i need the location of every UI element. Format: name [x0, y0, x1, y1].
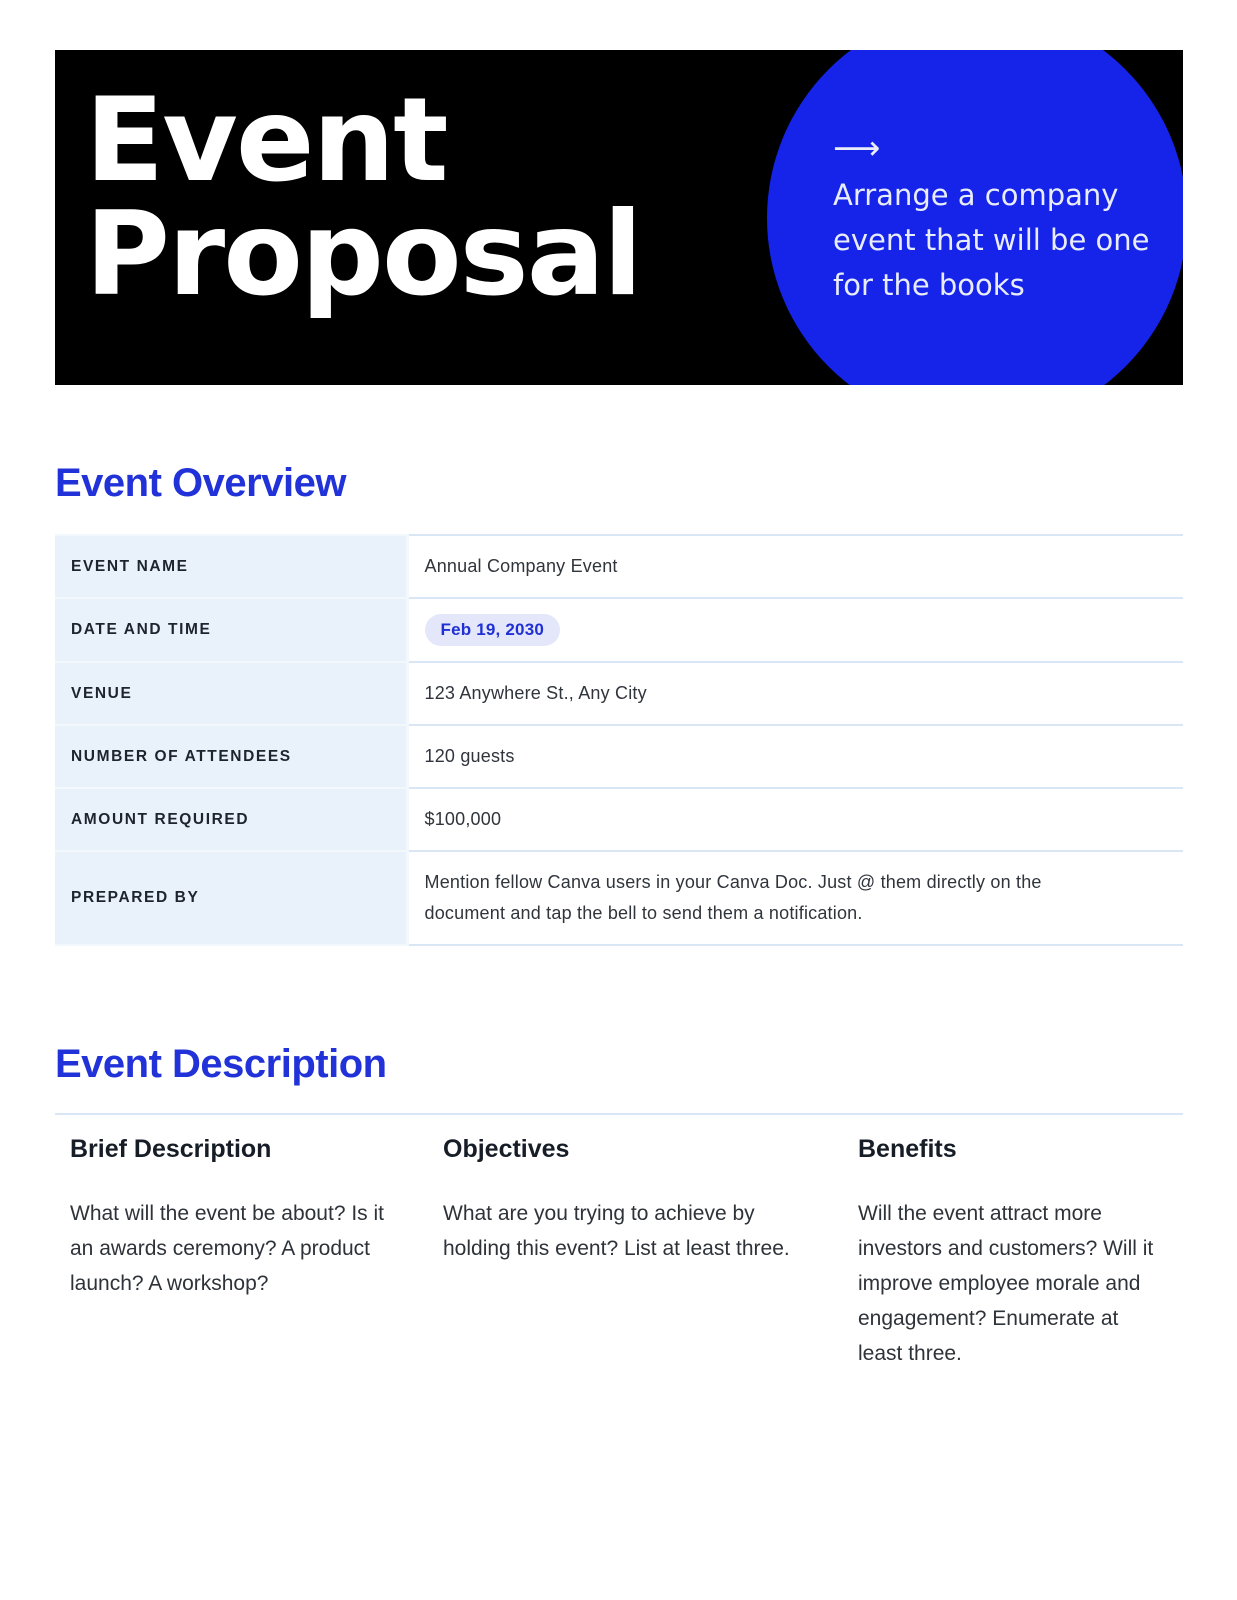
row-label: AMOUNT REQUIRED — [55, 788, 407, 851]
page-content — [55, 385, 1183, 1371]
column-body: What are you trying to achieve by holding this event? List at least three. — [443, 1202, 790, 1260]
row-value-text: Mention fellow Canva users in your Canva Doc. Just @ them directly on the document and tap the bell to send them a notification. — [424, 872, 1042, 923]
banner-title-line2: Proposal — [85, 187, 641, 322]
table-row — [55, 788, 1183, 851]
row-value — [407, 598, 1183, 662]
section-overview — [55, 459, 1183, 946]
overview-table-body — [55, 535, 1183, 945]
table-row — [55, 725, 1183, 788]
column-body: What will the event be about? Is it an awards ceremony? A product launch? A workshop? — [70, 1202, 385, 1295]
row-value — [407, 662, 1183, 725]
row-value-text: Annual Company Event — [424, 556, 618, 576]
banner-title — [85, 73, 641, 322]
row-value — [407, 725, 1183, 788]
banner — [55, 50, 1183, 385]
banner-tagline: Arrange a company event that will be one for the books — [833, 178, 1150, 302]
circle-badge — [767, 50, 1183, 385]
row-label: NUMBER OF ATTENDEES — [55, 725, 407, 788]
row-value — [407, 851, 1183, 945]
table-row — [55, 662, 1183, 725]
table-row — [55, 535, 1183, 598]
overview-heading: Event Overview — [55, 461, 346, 505]
table-row — [55, 851, 1183, 945]
circle-content — [833, 130, 1155, 308]
table-row — [55, 598, 1183, 662]
row-value — [407, 788, 1183, 851]
overview-table — [55, 534, 1183, 946]
column-title: Objectives — [443, 1135, 570, 1163]
section-description — [55, 1040, 1183, 1371]
row-value-text: 123 Anywhere St., Any City — [424, 683, 647, 703]
description-columns — [55, 1133, 1183, 1371]
date-pill[interactable]: Feb 19, 2030 — [425, 614, 561, 646]
column-title: Benefits — [858, 1135, 957, 1163]
section-divider — [55, 1113, 1183, 1115]
column-body: Will the event attract more investors and customers? Will it improve employee morale and engagement? Enumerate at least three. — [858, 1202, 1154, 1365]
row-label: PREPARED BY — [55, 851, 407, 945]
row-label: VENUE — [55, 662, 407, 725]
description-column — [858, 1133, 1168, 1371]
row-value-text: 120 guests — [424, 746, 515, 766]
row-label: EVENT NAME — [55, 535, 407, 598]
row-label: DATE AND TIME — [55, 598, 407, 662]
column-title: Brief Description — [70, 1135, 272, 1163]
description-heading: Event Description — [55, 1042, 387, 1086]
row-value-text: $100,000 — [424, 809, 502, 829]
description-column — [443, 1133, 812, 1371]
arrow-right-icon: ⟶ — [833, 128, 881, 167]
description-column — [70, 1133, 397, 1371]
row-value — [407, 535, 1183, 598]
banner-title-line1: Event — [85, 73, 447, 208]
